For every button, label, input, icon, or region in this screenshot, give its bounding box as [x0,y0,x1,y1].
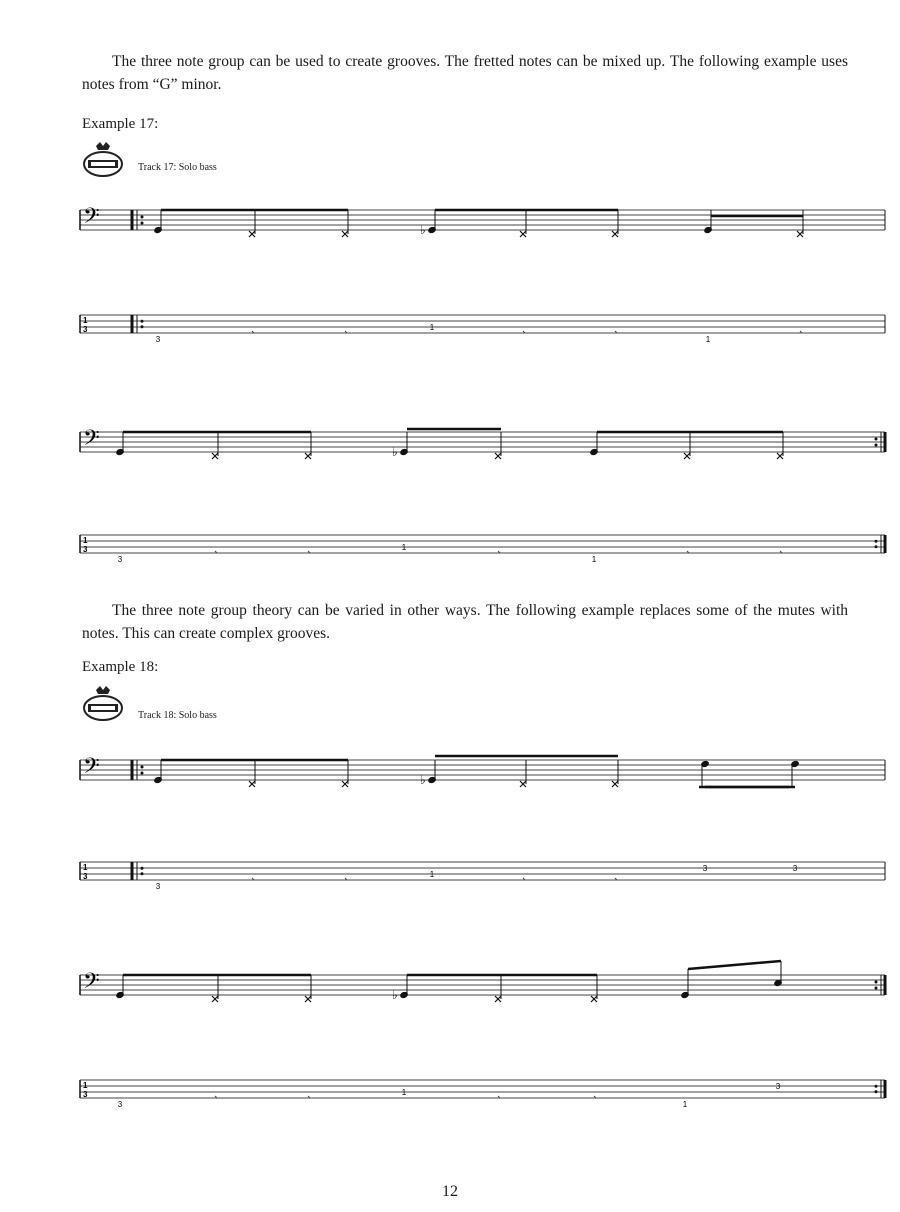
tab-muted-mark [523,878,525,880]
tab-muted-mark [800,331,802,333]
tab-muted-mark [594,1096,596,1098]
notehead [790,760,800,768]
tab-number: 1 [429,870,435,879]
tab-muted-mark [308,551,310,553]
muted-notehead [249,781,255,787]
muted-notehead [495,453,501,459]
tab-clef-icon: 1 [83,536,88,545]
tab-number: 3 [775,1082,781,1091]
muted-notehead [612,781,618,787]
notehead [680,991,690,999]
repeat-dot [141,772,144,775]
notehead [399,991,409,999]
repeat-dot [141,325,144,328]
tab-number: 1 [401,543,407,552]
tab-number: 1 [401,1088,407,1097]
flat-accidental: ♭ [420,223,426,237]
track-17-caption: Track 17: Solo bass [138,162,217,173]
muted-notehead [520,781,526,787]
flat-accidental: ♭ [392,445,398,459]
flat-accidental: ♭ [392,988,398,1002]
tab-clef-icon: 1 [83,863,88,872]
tab-muted-mark [252,878,254,880]
muted-notehead [212,453,218,459]
repeat-dot [141,766,144,769]
repeat-dot [875,987,878,990]
muted-notehead [520,781,526,787]
tab-muted-mark [780,551,782,553]
notehead [427,776,437,784]
tab-muted-mark [345,878,347,880]
muted-notehead [212,996,218,1002]
track-18-caption: Track 18: Solo bass [138,710,217,721]
muted-notehead [495,996,501,1002]
notehead [153,226,163,234]
repeat-dot [141,872,144,875]
repeat-dot [875,444,878,447]
repeat-dot [875,1085,878,1088]
example-17-label: Example 17: [82,116,159,132]
repeat-dot [141,867,144,870]
tab-muted-mark [215,1096,217,1098]
muted-notehead [305,996,311,1002]
cd-track-icon [82,684,124,722]
flat-accidental: ♭ [420,773,426,787]
bass-clef-icon: 𝄢 [83,754,100,784]
tab-number: 3 [117,555,123,564]
muted-notehead [777,453,783,459]
repeat-dot [141,222,144,225]
tab-muted-mark [498,1096,500,1098]
tab-muted-mark [615,878,617,880]
tab-number: 3 [702,864,708,873]
tab-clef-icon: 3 [83,545,88,554]
muted-notehead [305,453,311,459]
notehead [773,979,783,987]
tab-number: 3 [117,1100,123,1109]
example-18-label: Example 18: [82,659,159,675]
page-number: 12 [442,1183,458,1200]
repeat-dot [875,1090,878,1093]
muted-notehead [342,781,348,787]
tab-muted-mark [498,551,500,553]
muted-notehead [342,781,348,787]
muted-notehead [342,231,348,237]
muted-notehead [249,231,255,237]
repeat-dot [141,320,144,323]
muted-notehead [520,231,526,237]
tab-muted-mark [615,331,617,333]
muted-notehead [212,453,218,459]
notehead [115,448,125,456]
tab-number: 1 [705,335,711,344]
tab-muted-mark [308,1096,310,1098]
muted-notehead [305,453,311,459]
tab-muted-mark [523,331,525,333]
repeat-dot [875,981,878,984]
notehead [115,991,125,999]
notehead [703,226,713,234]
repeat-dot [141,216,144,219]
notehead [153,776,163,784]
muted-notehead [612,231,618,237]
tab-muted-mark [215,551,217,553]
tab-clef-icon: 3 [83,1090,88,1099]
tab-number: 1 [682,1100,688,1109]
tab-number: 1 [591,555,597,564]
muted-notehead [249,781,255,787]
notehead [589,448,599,456]
muted-notehead [797,231,803,237]
tab-muted-mark [687,551,689,553]
tab-clef-icon: 3 [83,872,88,881]
bass-clef-icon: 𝄢 [83,426,100,456]
notehead [427,226,437,234]
notehead [700,760,710,768]
cd-track-icon [82,140,124,178]
bass-clef-icon: 𝄢 [83,969,100,999]
muted-notehead [249,231,255,237]
tab-clef-icon: 3 [83,325,88,334]
muted-notehead [612,231,618,237]
muted-notehead [212,996,218,1002]
muted-notehead [612,781,618,787]
muted-notehead [684,453,690,459]
tab-clef-icon: 1 [83,1081,88,1090]
bass-clef-icon: 𝄢 [83,204,100,234]
muted-notehead [591,996,597,1002]
repeat-dot [875,545,878,548]
tab-muted-mark [252,331,254,333]
tab-number: 3 [792,864,798,873]
notehead [399,448,409,456]
intro-paragraph: The three note group can be used to create grooves. The fretted notes can be mixed up. The following example uses notes from “G” minor. [82,53,848,93]
muted-notehead [777,453,783,459]
muted-notehead [520,231,526,237]
muted-notehead [797,231,803,237]
muted-notehead [342,231,348,237]
tab-muted-mark [345,331,347,333]
muted-notehead [495,453,501,459]
muted-notehead [305,996,311,1002]
tab-number: 3 [155,882,161,891]
muted-notehead [684,453,690,459]
repeat-dot [875,438,878,441]
muted-notehead [495,996,501,1002]
note-beam [688,961,781,969]
tab-clef-icon: 1 [83,316,88,325]
muted-notehead [591,996,597,1002]
tab-number: 3 [155,335,161,344]
repeat-dot [875,540,878,543]
second-paragraph: The three note group theory can be varied in other ways. The following example replaces some of the mutes with notes. This can create complex grooves. [82,602,848,642]
tab-number: 1 [429,323,435,332]
